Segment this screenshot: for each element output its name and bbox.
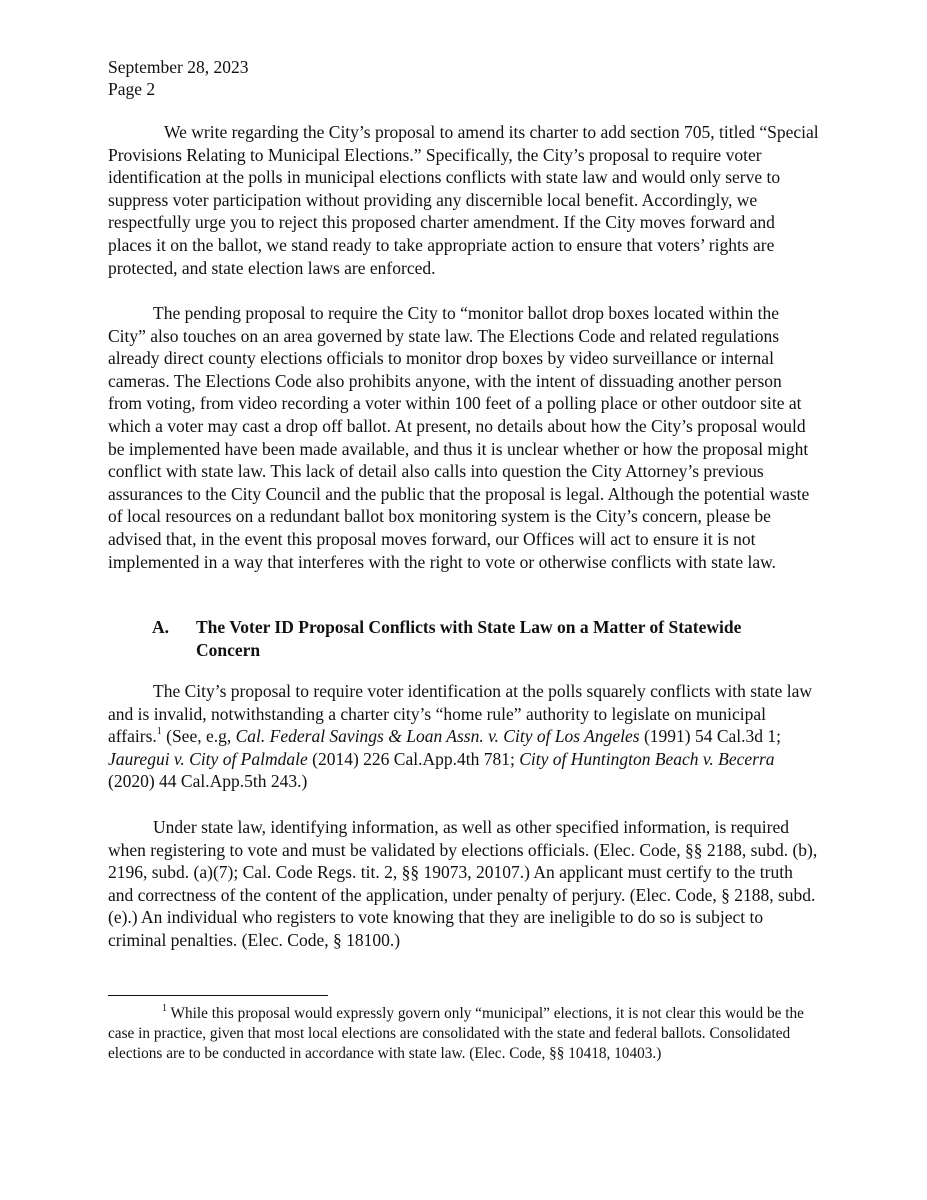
paragraph-drop-boxes: [108, 302, 820, 573]
paragraph-home-rule: [108, 680, 820, 793]
case-citation: Jauregui v. City of Palmdale: [108, 748, 308, 769]
footnote: [108, 1004, 820, 1063]
footnote-number: 1: [162, 1002, 167, 1014]
paragraph-registration-text: Under state law, identifying information, as well as other specified information, is required when registering to vote and must be validated by elections officials. (Elec. Code, §§ 2188, subd. (b), 2196, subd. (a)(7); Cal. Code Regs. tit. 2, §§ 19073, 20107.) An applicant must certify to the truth and correctness of the content of the application, under penalty of perjury. (Elec. Code, § 2188, subd. (e).) An individual who registers to vote knowing that they are ineligible to do so is subject to criminal penalties. (Elec. Code, § 18100.): [108, 817, 818, 950]
text-segment: (2020) 44 Cal.App.5th 243.): [108, 771, 308, 792]
case-citation: Cal. Federal Savings & Loan Assn. v. City of Los Angeles: [235, 726, 640, 747]
case-citation: City of Huntington Beach v. Becerra: [519, 748, 775, 769]
footnote-text: [108, 1004, 820, 1063]
paragraph-home-rule-text: [108, 680, 820, 793]
text-segment: (See, e.g,: [161, 726, 236, 747]
footnote-reference[interactable]: 1: [156, 726, 162, 738]
text-segment: The City’s proposal to require voter identification at the polls squarely conflicts with state law and is invalid, notwithstanding a charter city’s “home rule” authority to legislate on municipal affairs.: [108, 681, 813, 747]
paragraph-intro-text: We write regarding the City’s proposal to amend its charter to add section 705, titled “Special Provisions Relating to Municipal Elections.” Specifically, the City’s proposal to require voter identification at the polls in municipal elections conflicts with state law and would only serve to suppress voter participation without providing any discernible local benefit. Accordingly, we respectfully urge you to reject this proposed charter amendment. If the City moves forward and places it on the ballot, we stand ready to take appropriate action to ensure that voters’ rights are protected, and state election laws are enforced.: [108, 122, 819, 278]
footnote-divider: [108, 995, 328, 996]
section-title: The Voter ID Proposal Conflicts with State Law on a Matter of Statewide Concern: [196, 617, 742, 660]
footnote-body: While this proposal would expressly govern only “municipal” elections, it is not clear this would be the case in practice, given that most local elections are consolidated with the state and federal ballots. Consolidated elections are to be conducted in accordance with state law. (Elec. Code, §§ 10418, 10403.): [108, 1005, 804, 1062]
paragraph-registration: [108, 816, 820, 952]
paragraph-drop-boxes-text: The pending proposal to require the City to “monitor ballot drop boxes located within the City” also touches on an area governed by state law. The Elections Code and related regulations already direct county elections officials to monitor drop boxes by video surveillance or internal cameras. The Elections Code also prohibits anyone, with the intent of dissuading another person from voting, from video recording a voter within 100 feet of a polling place or other outdoor site at which a voter may cast a drop off ballot. At present, no details about how the City’s proposal would be implemented have been made available, and thus it is unclear whether or how the proposal might conflict with state law. This lack of detail also calls into question the City Attorney’s previous assurances to the City Council and the public that the proposal is legal. Although the potential waste of local resources on a redundant ballot box monitoring system is the City’s concern, please be advised that, in the event this proposal moves forward, our Offices will act to ensure it is not implemented in a way that interferes with the right to vote or otherwise conflicts with state law.: [108, 303, 810, 572]
page-number: Page 2: [108, 79, 156, 99]
letter-header: [108, 56, 248, 100]
text-segment: (2014) 226 Cal.App.4th 781;: [307, 748, 520, 769]
text-segment: (1991) 54 Cal.3d 1;: [639, 726, 782, 747]
section-heading-a: [152, 616, 792, 661]
paragraph-intro: [108, 121, 820, 279]
letter-date: September 28, 2023: [108, 57, 249, 77]
section-letter: A.: [152, 617, 170, 637]
